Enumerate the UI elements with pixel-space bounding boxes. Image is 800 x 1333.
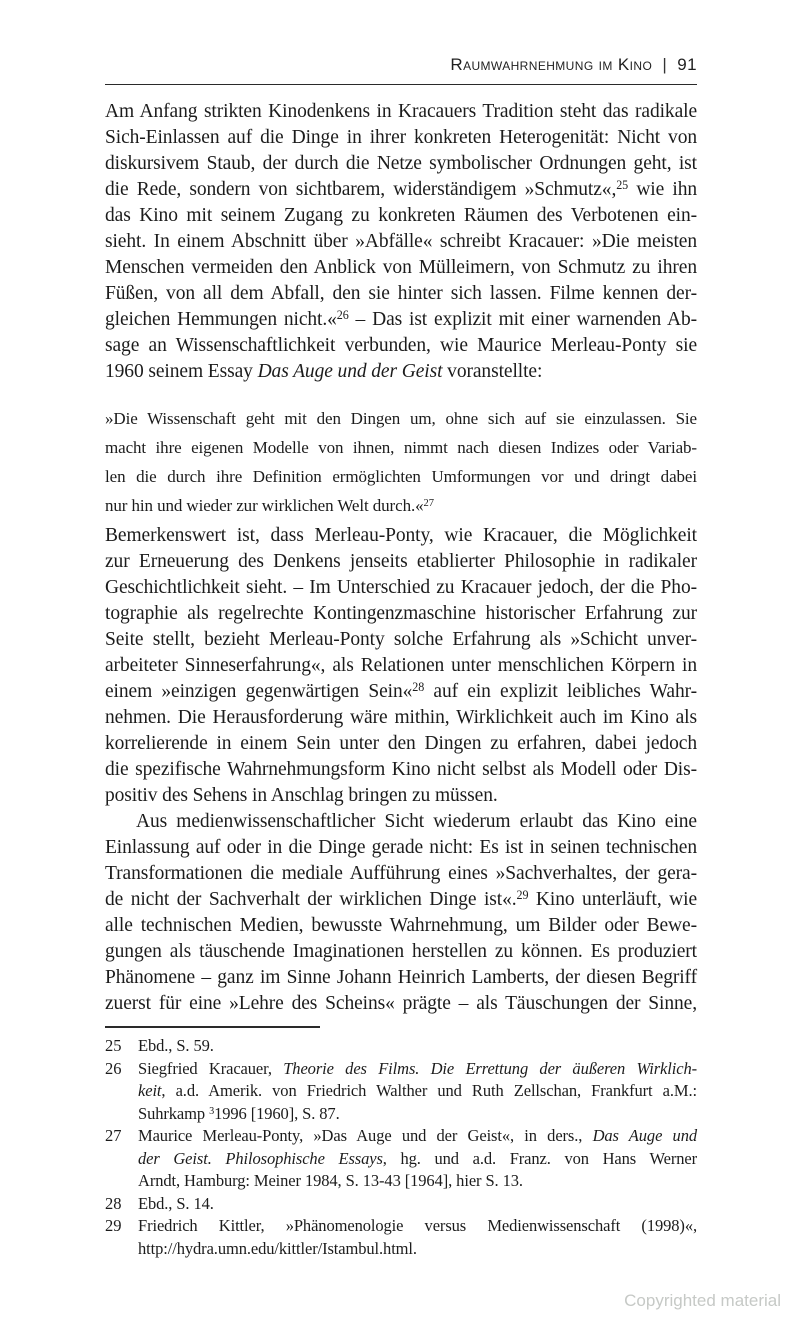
text-line: len die durch ihre Definition ermöglichten Umformungen vor und dringt dabei — [105, 467, 697, 486]
text-line: das Kino mit seinem Zugang zu konkreten Räumen des Verbotenen ein- — [105, 205, 697, 226]
footnote-number: 28 — [105, 1193, 122, 1213]
text-line: Sich-Einlassen auf die Dinge in ihrer konkreten Heterogenität: Nicht von — [105, 127, 697, 148]
text-line: Phänomene – ganz im Sinne Johann Heinrich Lamberts, der diesen Begriff — [105, 967, 697, 988]
footnote-number: 25 — [105, 1036, 122, 1055]
footnote-line: Friedrich Kittler, »Phänomenologie versus Medienwissenschaft (1998)«, — [138, 1216, 697, 1235]
footnote-number: 27 — [105, 1126, 122, 1145]
footnote-marker: 25 — [616, 178, 629, 193]
paragraph — [105, 523, 697, 809]
text-line: nur hin und wieder zur wirklichen Welt durch.«$^{27}$ — [105, 496, 434, 515]
footnote-line: Suhrkamp $^3$1996 [1960], S. 87. — [138, 1103, 340, 1123]
text-line: macht ihre eigenen Modelle von ihnen, nimmt nach diesen Indizes oder Variab- — [105, 438, 697, 457]
text-line: die Rede, sondern von sichtbarem, widerständigem »Schmutz«,$^{25}$ wie ihn — [105, 178, 697, 200]
footnote-line: http://hydra.umn.edu/kittler/Istambul.html. — [138, 1238, 417, 1258]
text-line: nehmen. Die Herausforderung wäre mithin, Wirklichkeit auch im Kino als — [105, 707, 697, 728]
footnote — [105, 1193, 697, 1216]
text-line: einem »einzigen gegenwärtigen Sein«$^{28}$ auf ein explizit leibliches Wahr- — [105, 680, 697, 702]
text-line: Am Anfang strikten Kinodenkens in Kracauers Tradition steht das radikale — [105, 101, 697, 122]
footnote-line: keit, a.d. Amerik. von Friedrich Walther und Ruth Zellschan, Frankfurt a.M.: — [138, 1081, 697, 1100]
chapter-title: Raumwahrnehmung im Kino — [450, 55, 653, 74]
text-line: Bemerkenswert ist, dass Merleau-Ponty, wie Kracauer, die Möglichkeit — [105, 525, 697, 546]
footnote-separator-rule — [105, 1026, 320, 1028]
text-line: »Die Wissenschaft geht mit den Dingen um, ohne sich auf sie einzulassen. Sie — [105, 409, 697, 428]
footnote — [105, 1058, 697, 1126]
body-text — [105, 99, 697, 1017]
footnote-number: 26 — [105, 1058, 122, 1078]
header-separator: | — [662, 55, 668, 74]
footnote-marker: 3 — [209, 1105, 215, 1117]
text-line: zuerst für eine »Lehre des Scheins« prägte – als Täuschungen der Sinne, — [105, 993, 697, 1014]
text-line: gleichen Hemmungen nicht.«$^{26}$ – Das ist explizit mit einer warnenden Ab- — [105, 308, 698, 330]
running-head — [105, 0, 697, 85]
text-line: Menschen vermeiden den Anblick von Mülleimern, von Schmutz zu ihren — [105, 257, 697, 278]
text-line: Geschichtlichkeit sieht. – Im Unterschied zu Kracauer jedoch, der die Pho- — [105, 577, 697, 598]
copyright-watermark: Copyrighted material — [624, 1291, 781, 1310]
footnote-marker: 26 — [336, 308, 349, 323]
footnote-line: Siegfried Kracauer, Theorie des Films. Die Errettung der äußeren Wirklich- — [138, 1058, 697, 1078]
footnotes-section — [105, 1035, 697, 1260]
text-line: korrelierende in einem Sein unter den Dingen zu erfahren, dabei jedoch — [105, 733, 697, 754]
footnote-line: Arndt, Hamburg: Meiner 1984, S. 13-43 [1964], hier S. 13. — [138, 1171, 523, 1190]
text-line: tographie als regelrechte Kontingenzmaschine historischer Erfahrung zur — [105, 603, 697, 624]
footnote-marker: 29 — [516, 888, 529, 903]
footnote-text — [138, 1058, 697, 1126]
footnote-number: 29 — [105, 1216, 122, 1235]
text-line: die spezifische Wahrnehmungsform Kino nicht selbst als Modell oder Dis- — [105, 759, 697, 780]
footnote-line: der Geist. Philosophische Essays, hg. und a.d. Franz. von Hans Werner — [138, 1148, 697, 1168]
text-line: Einlassung auf oder in die Dinge gerade nicht: Es ist in seinen technischen — [105, 837, 697, 858]
text-line: gungen als täuschende Imaginationen herstellen zu können. Es produziert — [105, 941, 697, 962]
footnote-text — [138, 1193, 697, 1216]
text-line: Transformationen die mediale Aufführung eines »Sachverhaltes, der gera- — [105, 863, 697, 884]
text-line: positiv des Sehens in Anschlag bringen zu müssen. — [105, 785, 498, 806]
footnote-line: Maurice Merleau-Ponty, »Das Auge und der Geist«, in ders., Das Auge und — [138, 1126, 697, 1145]
text-column — [105, 0, 697, 1260]
text-line: Seite stellt, bezieht Merleau-Ponty solche Erfahrung als »Schicht unver- — [105, 629, 697, 650]
footnote-marker: 27 — [423, 497, 434, 509]
text-line: sieht. In einem Abschnitt über »Abfälle« schreibt Kracauer: »Die meisten — [105, 231, 697, 252]
footnote-text — [138, 1035, 697, 1058]
text-line: de nicht der Sachverhalt der wirklichen Dinge ist«.$^{29}$ Kino unterläuft, wie — [105, 888, 697, 910]
footnote — [105, 1035, 697, 1058]
paragraph — [105, 809, 697, 1017]
footnote-line: Ebd., S. 59. — [138, 1036, 214, 1055]
footnote-line: Ebd., S. 14. — [138, 1193, 214, 1213]
text-line: alle technischen Medien, bewusste Wahrnehmung, um Bilder oder Bewe- — [105, 915, 697, 936]
block-quote — [105, 404, 697, 520]
text-line: Füßen, von all dem Abfall, den sie hinter sich lassen. Filme kennen der- — [105, 283, 697, 304]
footnote — [105, 1125, 697, 1193]
text-line: Aus medienwissenschaftlicher Sicht wiederum erlaubt das Kino eine — [136, 811, 697, 832]
footnote-text — [138, 1215, 697, 1260]
footnote — [105, 1215, 697, 1260]
text-line: arbeiteter Sinneserfahrung«, als Relationen unter menschlichen Körpern in — [105, 655, 697, 676]
text-line: diskursivem Staub, der durch die Netze symbolischer Ordnungen geht, ist — [105, 153, 697, 174]
footnote-text — [138, 1125, 697, 1193]
paragraph — [105, 99, 697, 385]
text-line: sage an Wissenschaftlichkeit verbunden, wie Maurice Merleau-Ponty sie — [105, 335, 697, 356]
footnote-marker: 28 — [412, 680, 425, 695]
page-number: 91 — [677, 55, 697, 74]
text-line: zur Erneuerung des Denkens jenseits etablierter Philosophie in radikaler — [105, 551, 697, 572]
text-line: 1960 seinem Essay Das Auge und der Geist voranstellte: — [105, 361, 543, 382]
